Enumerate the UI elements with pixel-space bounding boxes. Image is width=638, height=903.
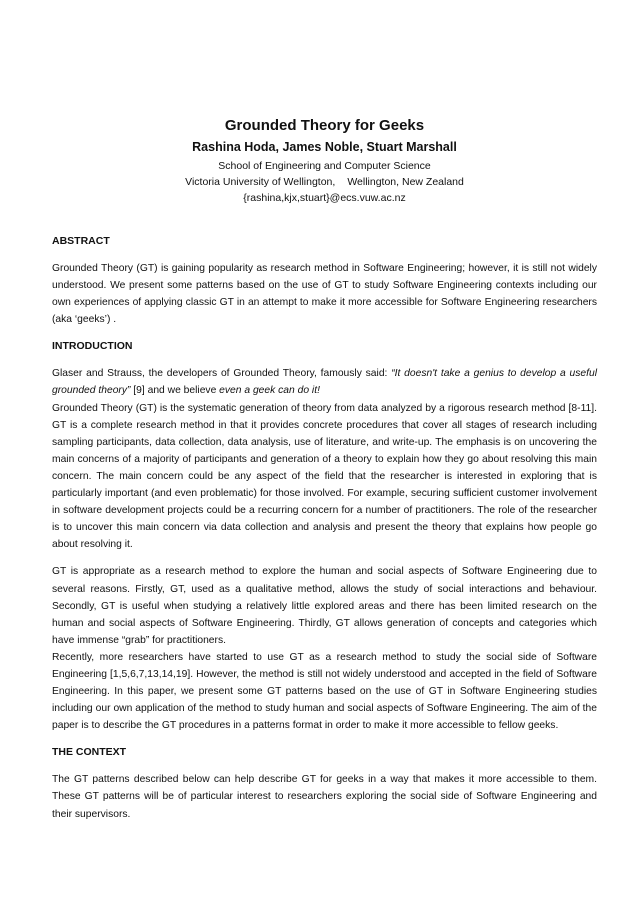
intro-p1-mid: [9] and we believe <box>130 385 220 397</box>
affiliation-school: School of Engineering and Computer Science <box>218 160 431 172</box>
paper-page <box>52 117 597 823</box>
paper-title: Grounded Theory for Geeks <box>224 117 425 134</box>
introduction-paragraph-3: GT is appropriate as a research method to explore the human and social aspects of Software Engineering due to several reasons. Firstly, GT, used as a qualitative method, allows the study of social interactions and behaviour. Secondly, GT is useful when studying a relatively little explored areas and there has been limited research on the human and social aspects of Software Engineering. Thirdly, GT allows generation of concepts and categories which have immense “grab” for practitioners. <box>52 566 597 646</box>
affiliation-university: Victoria University of Wellington, <box>185 176 336 188</box>
context-paragraph-1: The GT patterns described below can help describe GT for geeks in a way that makes it more accessible to them. These GT patterns will be of particular interest to researchers exploring the social side of Software Engineering and their supervisors. <box>52 774 597 820</box>
paper-authors: Rashina Hoda, James Noble, Stuart Marshall <box>192 140 457 154</box>
affiliation-university-line <box>52 174 597 190</box>
affiliation-email: {rashina,kjx,stuart}@ecs.vuw.ac.nz <box>243 192 406 204</box>
introduction-paragraph-4: Recently, more researchers have started to use GT as a research method to study the social side of Software Engineering [1,5,6,7,13,14,19]. However, the method is still not widely understood and accepted in the field of Software Engineering. In this paper, we present some GT patterns based on the use of GT in Software Engineering studies including our own application of the method to study human and social aspects of Software Engineering. The aim of the paper is to describe the GT procedures in a patterns format in order to make it more accessible to fellow geeks. <box>52 651 597 732</box>
introduction-heading: INTRODUCTION <box>52 340 133 353</box>
context-heading: THE CONTEXT <box>52 746 127 759</box>
introduction-paragraph-2: Grounded Theory (GT) is the systematic generation of theory from data analyzed by a rigorous research method [8-11]. GT is a complete research method in that it provides concrete procedures that cover all stages of research including sampling participants, data collection, data analysis, use of literature, and write-up. The emphasis is on uncovering the main concerns of a majority of participants and generation of a theory to explain how they go about resolving this main concern. The main concern could be any aspect of the field that the researcher is interested in exploring that is particularly important (and even problematic) for those involved. For example, securing sufficient customer involvement in software development projects could be a recurring concern for a number of practitioners. The role of the researcher is to uncover this main concern via data collection and analysis and present the theory that explains how people go about resolving it. <box>52 402 597 551</box>
intro-p1-emphasis: even a geek can do it! <box>219 385 320 397</box>
abstract-heading: ABSTRACT <box>52 235 110 247</box>
abstract-text: Grounded Theory (GT) is gaining popularity as research method in Software Engineering; however, it is still not widely understood. We present some patterns based on the use of GT to study Software Engineering contexts including our own experiences of applying classic GT in an attempt to make it more accessible for Software Engineering researchers (aka ‘geeks’) . <box>52 263 597 326</box>
affiliation-city: Wellington, New Zealand <box>347 176 464 188</box>
intro-p1-lead: Glaser and Strauss, the developers of Grounded Theory, famously said: <box>52 368 392 380</box>
introduction-paragraph-1 <box>52 365 597 399</box>
intro-p1-quote: “It doesn't take a genius to develop a useful grounded theory” <box>52 368 598 397</box>
